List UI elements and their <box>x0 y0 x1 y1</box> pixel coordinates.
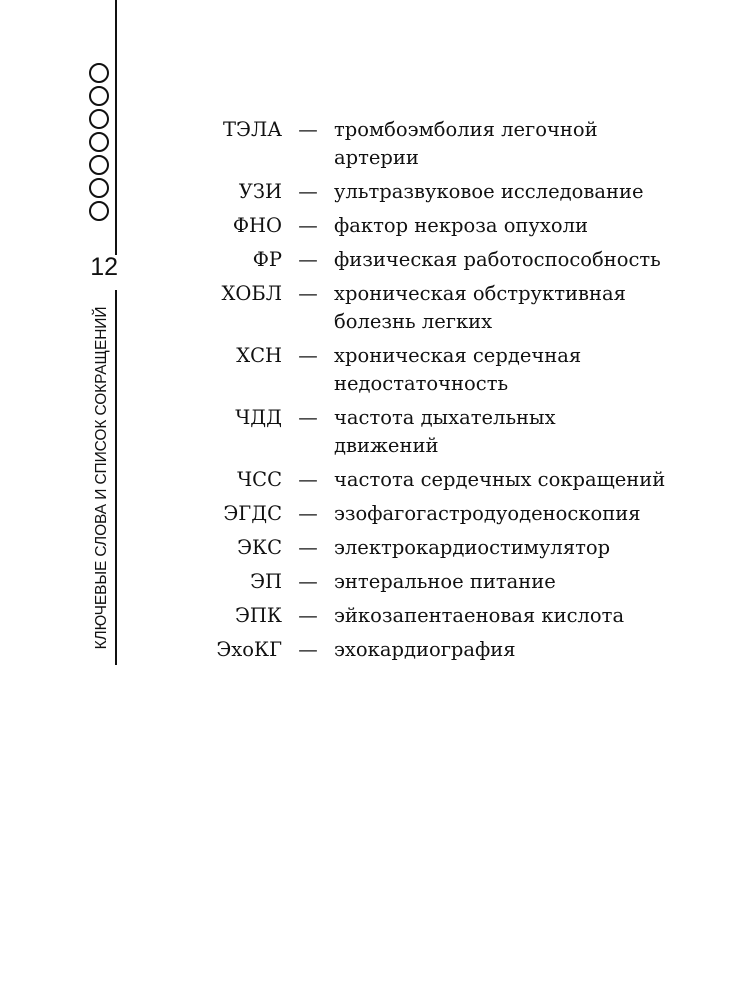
abbreviation-term: ЭПК <box>234 604 282 627</box>
abbreviation-definition: ультразвуковое исследование <box>334 180 644 203</box>
abbreviation-definition: частота дыхательных движений <box>334 406 556 457</box>
abbreviation-definition: фактор некроза опухоли <box>334 214 589 237</box>
abbreviation-term: УЗИ <box>238 180 282 203</box>
abbreviation-row <box>190 636 730 664</box>
abbreviation-row <box>190 246 730 274</box>
margin-rule-top <box>115 0 117 255</box>
abbreviation-definition: энтеральное питание <box>334 570 556 593</box>
circle-outline-icon <box>89 201 109 221</box>
abbreviation-definition: тромбоэмболия легочной артерии <box>334 118 598 169</box>
abbreviation-term: ЭКС <box>237 536 282 559</box>
abbreviation-definition: хроническая сердечная недостаточность <box>334 344 582 395</box>
abbreviation-definition: электрокардиостимулятор <box>334 536 611 559</box>
abbreviation-definition: эзофагогастродуоденоскопия <box>334 502 641 525</box>
abbreviation-term: ФНО <box>232 214 282 237</box>
abbreviation-dash: — <box>298 406 318 429</box>
abbreviation-term: ФР <box>252 248 282 271</box>
abbreviation-row <box>190 568 730 596</box>
circle-outline-icon <box>89 178 109 198</box>
abbreviation-row <box>190 116 730 172</box>
abbreviation-dash: — <box>298 536 318 559</box>
abbreviation-dash: — <box>298 468 318 491</box>
circle-outline-icon <box>89 132 109 152</box>
abbreviation-row <box>190 500 730 528</box>
abbreviation-term: ЧСС <box>237 468 282 491</box>
abbreviation-definition: эхокардиография <box>334 638 516 661</box>
decorative-circles <box>89 63 113 224</box>
abbreviation-row <box>190 342 730 398</box>
abbreviation-dash: — <box>298 118 318 141</box>
abbreviation-dash: — <box>298 502 318 525</box>
abbreviation-row <box>190 404 730 460</box>
abbreviation-term: ЧДД <box>235 406 282 429</box>
abbreviation-term: ХОБЛ <box>221 282 282 305</box>
abbreviation-term: ЭП <box>250 570 282 593</box>
circle-outline-icon <box>89 63 109 83</box>
abbreviation-row <box>190 178 730 206</box>
abbreviation-definition: частота сердечных сокращений <box>334 468 666 491</box>
abbreviation-definition: физическая работоспособность <box>334 248 661 271</box>
abbreviation-definition: эйкозапентаеновая кислота <box>334 604 625 627</box>
abbreviation-row <box>190 280 730 336</box>
abbreviation-row <box>190 466 730 494</box>
abbreviation-dash: — <box>298 570 318 593</box>
abbreviation-row <box>190 534 730 562</box>
abbreviation-dash: — <box>298 282 318 305</box>
page-number: 12 <box>90 253 118 281</box>
abbreviation-dash: — <box>298 214 318 237</box>
circle-outline-icon <box>89 109 109 129</box>
abbreviation-term: ЭхоКГ <box>216 638 282 661</box>
abbreviation-dash: — <box>298 604 318 627</box>
abbreviation-list <box>190 116 730 670</box>
abbreviation-row <box>190 212 730 240</box>
abbreviation-term: ХСН <box>236 344 282 367</box>
abbreviation-term: ТЭЛА <box>223 118 282 141</box>
margin-rule-bottom <box>115 290 117 665</box>
abbreviation-row <box>190 602 730 630</box>
abbreviation-dash: — <box>298 638 318 661</box>
circle-outline-icon <box>89 155 109 175</box>
running-head: КЛЮЧЕВЫЕ СЛОВА И СПИСОК СОКРАЩЕНИЙ <box>93 306 110 650</box>
abbreviation-dash: — <box>298 344 318 367</box>
circle-outline-icon <box>89 86 109 106</box>
abbreviation-term: ЭГДС <box>223 502 282 525</box>
abbreviation-dash: — <box>298 248 318 271</box>
abbreviation-definition: хроническая обструктивная болезнь легких <box>334 282 626 333</box>
abbreviation-dash: — <box>298 180 318 203</box>
